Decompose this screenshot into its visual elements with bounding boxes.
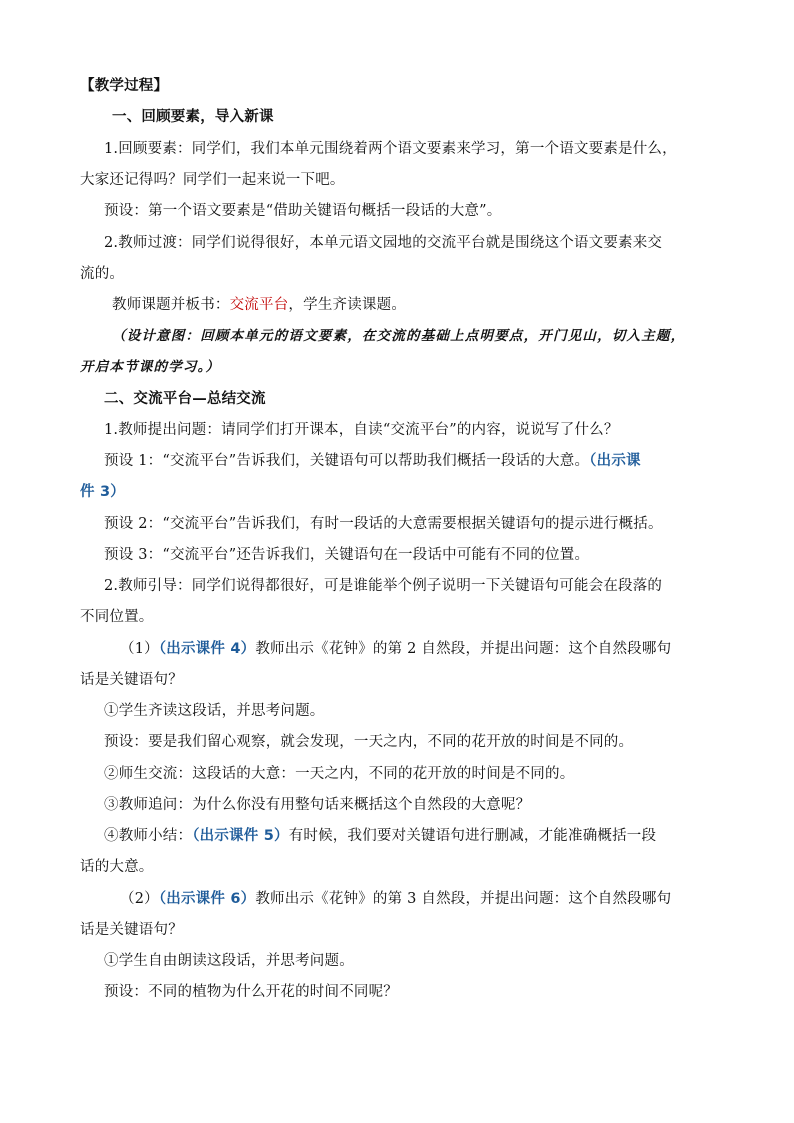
courseware-tag-3a: （出示课 xyxy=(589,453,641,469)
step-2-item-1-preset: 预设：不同的植物为什么开花的时间不同呢？ xyxy=(104,984,398,1000)
step-2-text: 教师出示《花钟》的第 3 自然段，并提出问题：这个自然段哪句 xyxy=(255,891,672,907)
courseware-tag-4: （出示课件 4） xyxy=(158,641,256,657)
step-1-number: （1） xyxy=(120,641,159,657)
paragraph-board-writing xyxy=(112,295,752,315)
step-2-item-1: ①学生自由朗读这段话，并思考问题。 xyxy=(104,953,354,969)
step-1-item-2: ②师生交流：这段话的大意：一天之内，不同的花开放的时间是不同的。 xyxy=(104,766,575,782)
board-writing-suffix: ，学生齐读课题。 xyxy=(288,297,407,313)
section-title: 【教学过程】 xyxy=(80,78,169,94)
paragraph-question-1: 1.教师提出问题：请同学们打开课本，自读“交流平台”的内容，说说写了什么？ xyxy=(104,422,619,438)
step-1-line-1 xyxy=(120,639,760,659)
courseware-tag-6: （出示课件 6） xyxy=(158,891,256,907)
paragraph-preset-answer-1 xyxy=(104,451,744,471)
paragraph-preset-answer-2: 预设 2：“交流平台”告诉我们，有时一段话的大意需要根据关键语句的提示进行概括。 xyxy=(104,516,663,532)
heading-part-1: 一、回顾要素，导入新课 xyxy=(112,109,274,125)
paragraph-review-line-1: 1.回顾要素：同学们，我们本单元围绕着两个语文要素来学习，第一个语文要素是什么， xyxy=(104,141,677,157)
design-note-line-1: （设计意图：回顾本单元的语文要素，在交流的基础上点明要点，开门见山，切入主题， xyxy=(112,328,686,344)
board-writing-topic: 交流平台 xyxy=(229,297,289,313)
step-1-item-3: ③教师追问：为什么你没有用整句话来概括这个自然段的大意呢？ xyxy=(104,797,531,813)
paragraph-transition-line-1: 2.教师过渡：同学们说得很好，本单元语文园地的交流平台就是围绕这个语文要素来交 xyxy=(104,235,663,251)
board-writing-prefix: 教师课题并板书： xyxy=(112,297,230,313)
heading-part-2: 二、交流平台—总结交流 xyxy=(104,391,266,407)
courseware-tag-3b: 件 3） xyxy=(80,484,125,500)
step-1-item-1: ①学生齐读这段话，并思考问题。 xyxy=(104,703,325,719)
step-1-text: 教师出示《花钟》的第 2 自然段，并提出问题：这个自然段哪句 xyxy=(255,641,672,657)
summary-prefix: ④教师小结： xyxy=(104,828,193,844)
step-1-item-4-line-1 xyxy=(104,826,744,846)
paragraph-preset-1: 预设：第一个语文要素是“借助关键语句概括一段话的大意”。 xyxy=(104,203,502,219)
paragraph-preset-answer-3: 预设 3：“交流平台”还告诉我们，关键语句在一段话中可能有不同的位置。 xyxy=(104,547,590,563)
step-2-line-2: 话是关键语句？ xyxy=(80,922,183,938)
paragraph-transition-line-2: 流的。 xyxy=(80,266,125,282)
step-2-line-1 xyxy=(120,889,760,909)
paragraph-guide-line-1: 2.教师引导：同学们说得都很好，可是谁能举个例子说明一下关键语句可能会在段落的 xyxy=(104,578,663,594)
step-1-item-1-preset: 预设：要是我们留心观察，就会发现，一天之内，不同的花开放的时间是不同的。 xyxy=(104,734,634,750)
step-1-line-2: 话是关键语句？ xyxy=(80,672,183,688)
summary-text: 有时候，我们要对关键语句进行删减，才能准确概括一段 xyxy=(288,828,657,844)
step-2-number: （2） xyxy=(120,891,159,907)
courseware-tag-5: （出示课件 5） xyxy=(192,828,289,844)
step-1-item-4-line-2: 话的大意。 xyxy=(80,859,154,875)
paragraph-review-line-2: 大家还记得吗？同学们一起来说一下吧。 xyxy=(80,172,345,188)
preset-answer-1-text: 预设 1：“交流平台”告诉我们，关键语句可以帮助我们概括一段话的大意。 xyxy=(104,453,590,469)
paragraph-guide-line-2: 不同位置。 xyxy=(80,609,154,625)
design-note-line-2: 开启本节课的学习。） xyxy=(80,359,221,375)
